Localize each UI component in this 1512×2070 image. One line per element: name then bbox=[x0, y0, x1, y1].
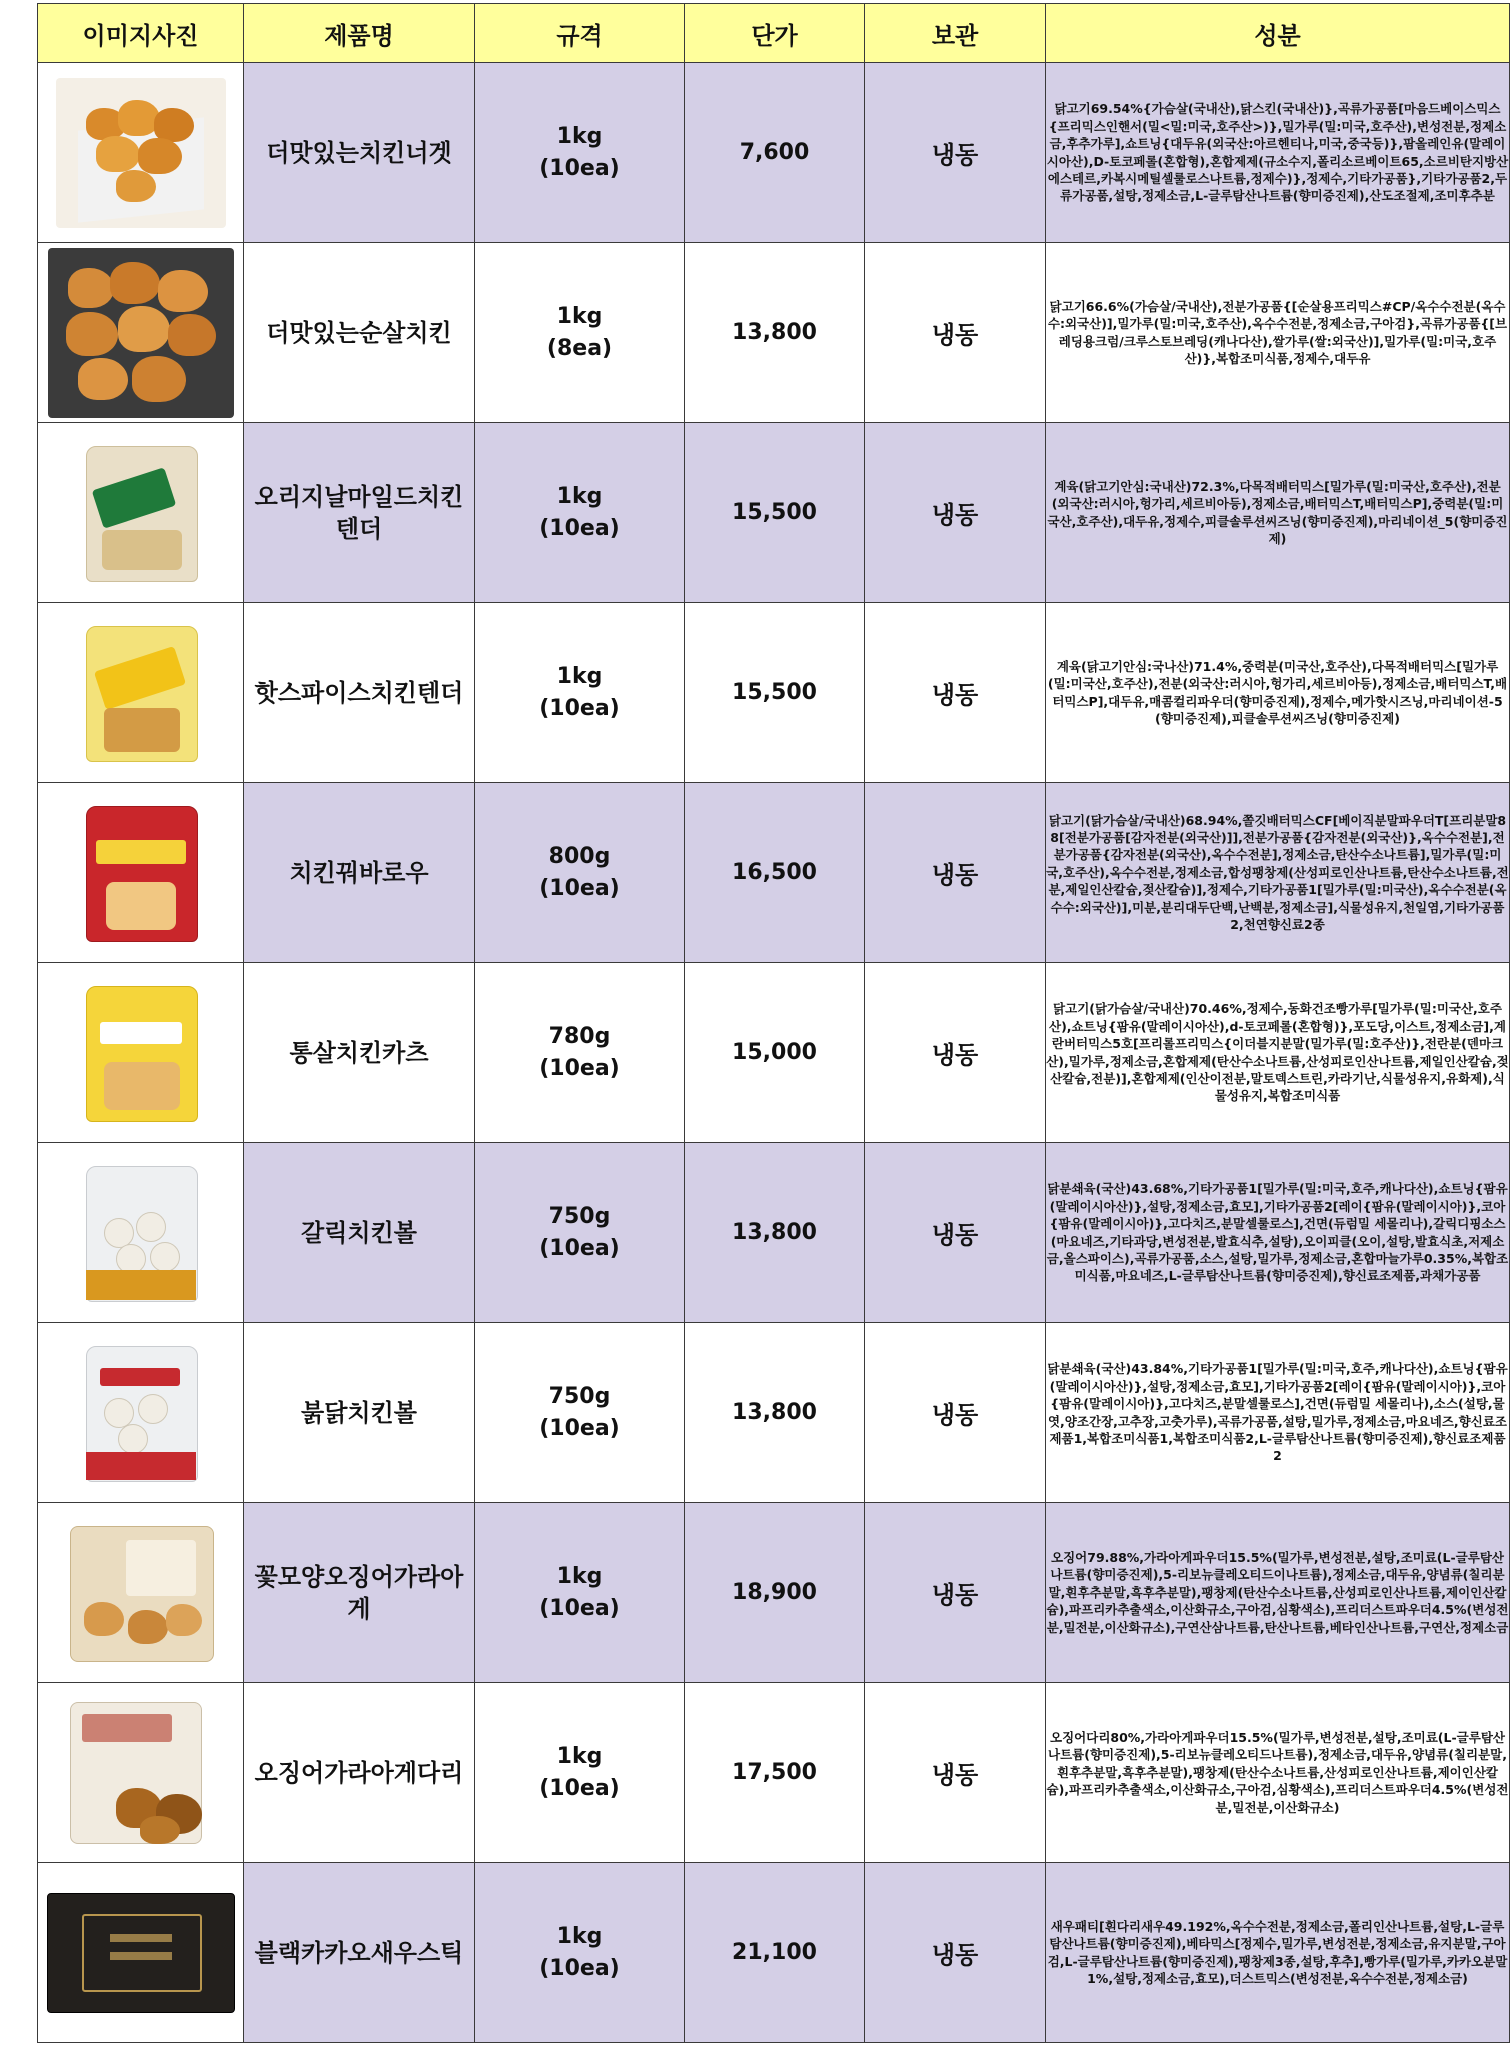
spicy-chicken-ball-bag bbox=[56, 1338, 226, 1488]
product-name: 갈릭치킨볼 bbox=[244, 1143, 475, 1323]
product-spec bbox=[475, 423, 685, 603]
spec-count: (8ea) bbox=[546, 335, 613, 361]
product-image-cell bbox=[38, 963, 244, 1143]
spec-weight: 800g bbox=[548, 843, 611, 869]
spec-weight: 1kg bbox=[556, 303, 603, 329]
product-spec bbox=[475, 783, 685, 963]
spec-count: (10ea) bbox=[539, 695, 620, 721]
product-storage: 냉동 bbox=[865, 783, 1046, 963]
product-spec bbox=[475, 1683, 685, 1863]
spec-weight: 1kg bbox=[556, 663, 603, 689]
table-row bbox=[38, 1863, 1510, 2043]
product-price: 16,500 bbox=[685, 783, 865, 963]
product-image-cell bbox=[38, 1683, 244, 1863]
table-row bbox=[38, 1143, 1510, 1323]
product-storage: 냉동 bbox=[865, 1863, 1046, 2043]
product-ingredients: 닭고기(닭가슴살/국내산)68.94%,쫄깃배터믹스CF[베이직분말파우더T[프리분말88[전분가공품[감자전분(외국산)]],전분가공품{감자전분(외국산)},옥수수전분],전분가공품{감자전분(외국산),옥수수전분],정제소금,탄산수소나트륨],밀가루(밀:미국,호주산),옥수수전분,정제소금,합성팽창제(산성피로인산나트륨,탄산수소나트륨,전분,제일인산칼슘,젖산칼슘)],정제수,기타가공품1[밀가루(밀:미국산),옥수수전분(옥수수:외국산)],미분,분리대두단백,난백분,정제소금],식물성유지,천일염,기타가공품2,천연향신료2종 bbox=[1046, 783, 1510, 963]
product-image-cell bbox=[38, 1143, 244, 1323]
product-image-cell bbox=[38, 243, 244, 423]
header-ingredients: 성분 bbox=[1046, 4, 1510, 63]
header-name: 제품명 bbox=[244, 4, 475, 63]
spec-count: (10ea) bbox=[539, 1235, 620, 1261]
product-spec bbox=[475, 243, 685, 423]
boneless-chicken-photo bbox=[48, 248, 234, 418]
product-storage: 냉동 bbox=[865, 243, 1046, 423]
product-image-cell bbox=[38, 603, 244, 783]
product-name: 오징어가라아게다리 bbox=[244, 1683, 475, 1863]
product-spec bbox=[475, 63, 685, 243]
product-name: 붉닭치킨볼 bbox=[244, 1323, 475, 1503]
product-image-cell bbox=[38, 63, 244, 243]
product-image-cell bbox=[38, 1863, 244, 2043]
product-ingredients: 닭고기69.54%{가슴살(국내산),닭스킨(국내산)},곡류가공품[마음드베이스믹스{프리믹스인핸서(밀<밀:미국,호주산>)},밀가루(밀:미국,호주산),변성전분,정제소금,후추가루],쇼트닝{대두유(외국산:아르헨티나,미국,중국등)},팜올레인유(말레이시아산),D-토코페롤(혼합형),혼합제제(규소수지,폴리소르베이트65,소르비탄지방산에스테르,카복시메틸셀룰로스나트륨,정제수)},정제수,기타가공품},기타가공품2,두류가공품,설탕,정제소금,L-글루탐산나트륨(향미증진제),산도조절제,조미후추분 bbox=[1046, 63, 1510, 243]
product-storage: 냉동 bbox=[865, 1143, 1046, 1323]
product-ingredients: 계육(닭고기안심:국나산)71.4%,중력분(미국산,호주산),다목적배터믹스[밀가루(밀:미국산,호주산),전분(외국산:러시아,헝가리,세르비아등),정제소금,배터믹스T,배터믹스P],대두유,매콤컬리파우더(향미증진제),정제수,메가핫시즈닝,마리네이션-5(향미증진제),피클솔루션씨즈닝(향미증진제) bbox=[1046, 603, 1510, 783]
product-ingredients: 오징어다리80%,가라아게파우더15.5%(밀가루,변성전분,설탕,조미료(L-글루탐산나트륨(향미증진제),5-리보뉴클레오티드나트륨),정제소금,대두유,양념류(칠리분말,흰후추분말,흑후추분말),팽창제(탄산수소나트륨,산성피로인산나트륨,제이인산칼슘),파프리카추출색소,이산화규소,구아검,심황색소),프리더스트파우더4.5%(변성전분,밀전분,이산화규소) bbox=[1046, 1683, 1510, 1863]
spec-count: (10ea) bbox=[539, 515, 620, 541]
spec-weight: 1kg bbox=[556, 1923, 603, 1949]
spec-count: (10ea) bbox=[539, 1055, 620, 1081]
product-ingredients: 계육(닭고기안심:국내산)72.3%,다목적배터믹스[밀가루(밀:미국산,호주산),전분(외국산:러시아,헝가리,세르비아등),정제소금,배터믹스T,배터믹스P],중력분(밀:미국산,호주산),대두유,정제수,피클솔루션씨즈닝(향미증진제),마리네이션_5(향미증진제) bbox=[1046, 423, 1510, 603]
product-storage: 냉동 bbox=[865, 1503, 1046, 1683]
spec-weight: 750g bbox=[548, 1203, 611, 1229]
product-spec bbox=[475, 963, 685, 1143]
header-storage: 보관 bbox=[865, 4, 1046, 63]
flower-squid-bag bbox=[56, 1518, 226, 1668]
product-name: 더맛있는치킨너겟 bbox=[244, 63, 475, 243]
product-spec bbox=[475, 1323, 685, 1503]
product-price: 18,900 bbox=[685, 1503, 865, 1683]
spec-count: (10ea) bbox=[539, 1955, 620, 1981]
spec-weight: 750g bbox=[548, 1383, 611, 1409]
table-row bbox=[38, 1503, 1510, 1683]
table-row bbox=[38, 423, 1510, 603]
product-image-cell bbox=[38, 1323, 244, 1503]
product-table bbox=[37, 3, 1510, 2043]
table-row bbox=[38, 243, 1510, 423]
product-storage: 냉동 bbox=[865, 1323, 1046, 1503]
table-row bbox=[38, 1323, 1510, 1503]
product-ingredients: 닭분쇄육(국산)43.84%,기타가공품1[밀가루(밀:미국,호주,캐나다산),쇼트닝{팜유(말레이시아산)},설탕,정제소금,효모],기타가공품2[레이{팜유(말레이시아)},코아{팜유(말레이시아)},고다치즈,분말셀룰로스],건면(듀럼밀 세몰리나),소스(설탕,물엿,양조간장,고추장,고춧가루),곡류가공품,설탕,밀가루,정제소금,마요네즈,향신료조제품1,복합조미식품1,복합조미식품2,L-글루탐산나트륨(향미증진제),향신료조제품2 bbox=[1046, 1323, 1510, 1503]
chicken-tender-bag-yellow bbox=[56, 618, 226, 768]
product-ingredients: 닭고기(닭가슴살/국내산)70.46%,정제수,동화건조빵가루[밀가루(밀:미국산,호주산),쇼트닝{팜유(말레이시아산),d-토코페롤(혼합형)},포도당,이스트,정제소금],계란버터믹스5호[프리롤프리믹스{이더블지분말(밀가루(밀:호주산)},전란분(덴마크산),밀가루,정제소금,혼합제제(탄산수소나트륨,산성피로인산나트륨,제일인산칼슘,젖산칼슘,전분)],혼합제제(인산이전분,말토덱스트린,카라기난,식물성유지,유화제),식물성유지,복합조미식품 bbox=[1046, 963, 1510, 1143]
chicken-nugget-photo bbox=[56, 78, 226, 228]
product-name: 핫스파이스치킨텐더 bbox=[244, 603, 475, 783]
product-price: 13,800 bbox=[685, 1323, 865, 1503]
product-ingredients: 닭고기66.6%(가슴살/국내산),전분가공품{[순살용프리믹스#CP/옥수수전분(옥수수:외국산)],밀가루(밀:미국,호주산),옥수수전분,정제소금,구아검},곡류가공품{[브레딩용크럼/크루스토브레딩(캐나다산),쌀가루(쌀:외국산)],밀가루(밀:미국,호주산)},복합조미식품,정제수,대두유 bbox=[1046, 243, 1510, 423]
table-row bbox=[38, 63, 1510, 243]
product-price: 13,800 bbox=[685, 1143, 865, 1323]
header-row bbox=[38, 4, 1510, 63]
product-spec bbox=[475, 1863, 685, 2043]
table-row bbox=[38, 783, 1510, 963]
product-name: 통살치킨카츠 bbox=[244, 963, 475, 1143]
black-cacao-shrimp-box bbox=[47, 1893, 235, 2013]
spec-count: (10ea) bbox=[539, 1775, 620, 1801]
header-spec: 규격 bbox=[475, 4, 685, 63]
product-storage: 냉동 bbox=[865, 423, 1046, 603]
product-name: 치킨꿔바로우 bbox=[244, 783, 475, 963]
product-spec bbox=[475, 1503, 685, 1683]
product-price: 15,500 bbox=[685, 423, 865, 603]
product-price: 7,600 bbox=[685, 63, 865, 243]
chicken-tender-bag-green bbox=[56, 438, 226, 588]
product-spec bbox=[475, 1143, 685, 1323]
product-price: 13,800 bbox=[685, 243, 865, 423]
product-storage: 냉동 bbox=[865, 1683, 1046, 1863]
product-storage: 냉동 bbox=[865, 603, 1046, 783]
product-spec bbox=[475, 603, 685, 783]
spec-weight: 1kg bbox=[556, 1563, 603, 1589]
squid-leg-bag bbox=[56, 1698, 226, 1848]
table-row bbox=[38, 1683, 1510, 1863]
product-storage: 냉동 bbox=[865, 963, 1046, 1143]
product-ingredients: 새우패티[흰다리새우49.192%,옥수수전분,정제소금,폴리인산나트륨,설탕,L-글루탐산나트륨(향미증진제),베타믹스[정제수,밀가루,변성전분,정제소금,유지분말,구아검,L-글루탐산나트륨(향미증진제),팽창제3종,설탕,후추],빵가루(밀가루,카카오분말1%,설탕,정제소금,효모),더스트믹스(변성전분,옥수수전분,정제소금) bbox=[1046, 1863, 1510, 2043]
spec-weight: 1kg bbox=[556, 123, 603, 149]
product-ingredients: 닭분쇄육(국산)43.68%,기타가공품1[밀가루(밀:미국,호주,캐나다산),쇼트닝{팜유(말레이시아산)},설탕,정제소금,효모],기타가공품2[레이{팜유(말레이시아)},코아{팜유(말레이시아)},고다치즈,분말셀룰로스],건면(듀럼밀 세몰리나),갈릭디핑소스(마요네즈,기타과당,변성전분,발효식추,설탕),오이피클(오이,설탕,발효식초,저제소금,올스파이스),곡류가공품,소스,설탕,밀가루,정제소금,혼합마늘가루0.35%,복합조미식품,마요네즈,L-글루탐산나트륨(향미증진제),향신료조제품,과채가공품 bbox=[1046, 1143, 1510, 1323]
product-name: 더맛있는순살치킨 bbox=[244, 243, 475, 423]
product-name: 블랙카카오새우스틱 bbox=[244, 1863, 475, 2043]
product-image-cell bbox=[38, 423, 244, 603]
product-price: 15,500 bbox=[685, 603, 865, 783]
header-image: 이미지사진 bbox=[38, 4, 244, 63]
spec-count: (10ea) bbox=[539, 1415, 620, 1441]
chicken-kkwabarou-bag-red bbox=[56, 798, 226, 948]
spec-count: (10ea) bbox=[539, 1595, 620, 1621]
product-price: 21,100 bbox=[685, 1863, 865, 2043]
header-price: 단가 bbox=[685, 4, 865, 63]
spec-count: (10ea) bbox=[539, 155, 620, 181]
garlic-chicken-ball-bag bbox=[56, 1158, 226, 1308]
spec-weight: 780g bbox=[548, 1023, 611, 1049]
spec-weight: 1kg bbox=[556, 1743, 603, 1769]
product-price: 15,000 bbox=[685, 963, 865, 1143]
product-price: 17,500 bbox=[685, 1683, 865, 1863]
table-row bbox=[38, 963, 1510, 1143]
product-name: 오리지날마일드치킨텐더 bbox=[244, 423, 475, 603]
spec-count: (10ea) bbox=[539, 875, 620, 901]
table-row bbox=[38, 603, 1510, 783]
chicken-katsu-bag-yellow bbox=[56, 978, 226, 1128]
spec-weight: 1kg bbox=[556, 483, 603, 509]
product-ingredients: 오징어79.88%,가라아게파우더15.5%(밀가루,변성전분,설탕,조미료(L-글루탐산나트륨(향미증진제),5-리보뉴클레오티드이나트륨),정제소금,대두유,양념류(칠리분말,흰후추분말,흑후추분말),팽창제(탄산수소나트륨,산성피로인산나트륨,제이인산칼슘),파프리카추출색소,이산화규소,구아검,심황색소),프리더스트파우더4.5%(변성전분,밀전분,이산화규소),구연산삼나트륨,탄산나트륨,베타인산나트륨,구연산,정제소금 bbox=[1046, 1503, 1510, 1683]
product-image-cell bbox=[38, 783, 244, 963]
product-name: 꽃모양오징어가라아게 bbox=[244, 1503, 475, 1683]
product-image-cell bbox=[38, 1503, 244, 1683]
product-storage: 냉동 bbox=[865, 63, 1046, 243]
